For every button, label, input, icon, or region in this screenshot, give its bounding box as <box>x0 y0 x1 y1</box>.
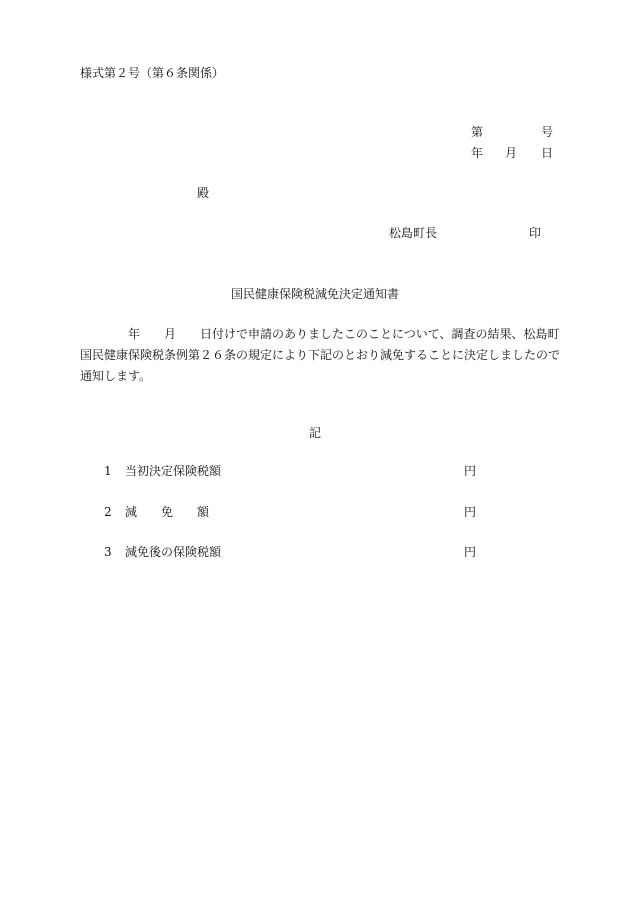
date-day-label: 日 <box>541 146 554 160</box>
item-unit-yen: 円 <box>464 464 477 478</box>
item-label-reduction-amount: 減 免 額 <box>125 505 210 519</box>
date-year-label: 年 <box>471 146 484 160</box>
item-number: 1 <box>104 464 112 478</box>
reference-number-prefix: 第 <box>471 125 484 139</box>
seal-mark: 印 <box>529 226 542 240</box>
item-unit-yen: 円 <box>464 545 477 559</box>
item-label-initial-tax: 当初決定保険税額 <box>125 464 222 478</box>
notice-body-line: 国民健康保険税条例第２６条の規定により下記のとおり減免することに決定しましたので <box>80 348 561 362</box>
reference-number-suffix: 号 <box>541 125 554 139</box>
notice-body <box>80 324 560 387</box>
item-label-reduced-tax: 減免後の保険税額 <box>125 545 222 559</box>
addressee-honorific: 殿 <box>197 186 210 200</box>
item-unit-yen: 円 <box>464 505 477 519</box>
issuer-name: 松島町長 <box>389 226 438 240</box>
notice-body-line: 通知します。 <box>80 369 152 383</box>
document-title: 国民健康保険税減免決定通知書 <box>230 287 399 301</box>
item-number: 3 <box>104 545 112 559</box>
item-number: 2 <box>104 505 112 519</box>
ki-heading: 記 <box>308 426 321 440</box>
notice-body-line: 年 月 日付けで申請のありましたこのことについて、調査の結果、松島町 <box>80 327 560 341</box>
form-number: 様式第２号（第６条関係） <box>80 66 225 80</box>
date-month-label: 月 <box>505 146 518 160</box>
